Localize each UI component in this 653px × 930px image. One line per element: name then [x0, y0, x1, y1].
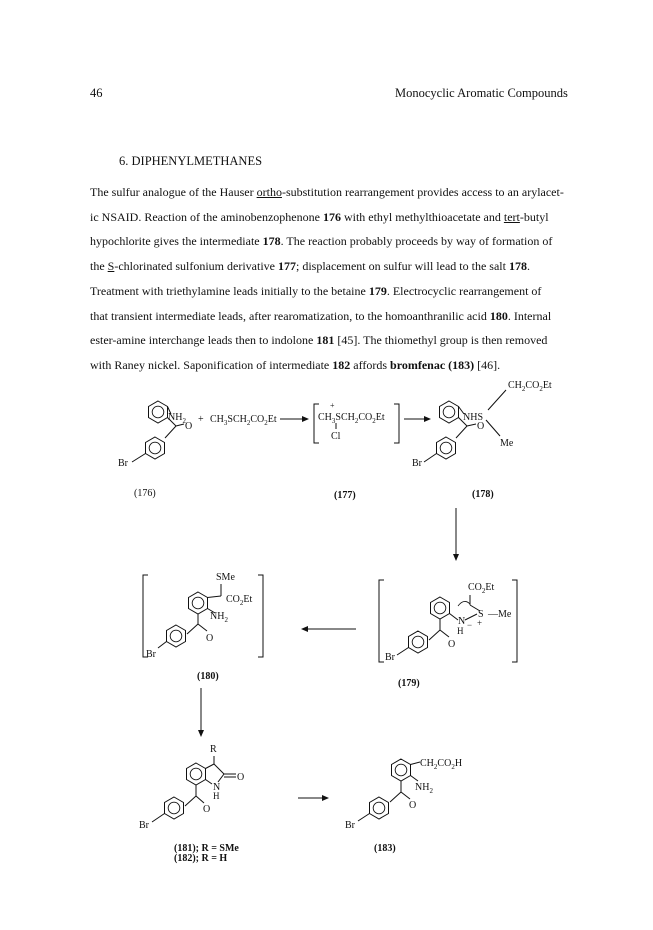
paragraph-line: The sulfur analogue of the Hauser ortho-substitution rearrangement provides access to an arylacet- — [90, 185, 564, 199]
sulfur-label: S — [478, 609, 484, 620]
paragraph-line: that transient intermediate leads, after rearomatization, to the homoanthranilic acid 180. Internal — [90, 308, 552, 323]
compound-183 — [345, 758, 462, 831]
paragraph-line: Treatment with triethylamine leads initially to the betaine 179. Electrocyclic rearrangement of — [90, 283, 542, 298]
paragraph-line: hypochlorite gives the intermediate 178. The reaction probably proceeds by way of formation of — [90, 234, 553, 249]
carbonyl-oxygen: O — [448, 639, 456, 650]
plus-sign: + — [198, 414, 204, 425]
paragraph-line: ester-amine interchange leads then to indolone 181 [45]. The thiomethyl group is then removed — [90, 333, 548, 348]
svg-text:+: + — [477, 618, 483, 628]
r-substituent-label: R — [210, 744, 217, 755]
sme-label: SMe — [216, 572, 235, 583]
bromine-label: Br — [146, 649, 156, 660]
nitrogen-label: N — [458, 616, 466, 627]
compound-label-183: (183) — [374, 843, 396, 854]
co2et-label: $CO_2Et$ — [468, 582, 495, 595]
amine-label: $NH_2$ — [415, 782, 433, 795]
carbonyl-oxygen: O — [206, 633, 214, 644]
bromine-label: Br — [412, 458, 422, 469]
carbonyl-oxygen: O — [185, 421, 193, 432]
carbonyl-oxygen: O — [203, 804, 211, 815]
svg-text:Cl: Cl — [331, 431, 341, 442]
compound-label-177: (177) — [334, 490, 356, 501]
nitrogen-label: N — [213, 782, 221, 793]
svg-text:−: − — [467, 620, 473, 630]
bromine-label: Br — [385, 652, 395, 663]
svg-text:+: + — [330, 401, 335, 410]
compound-177 — [314, 401, 399, 443]
compound-label-178: (178) — [472, 489, 494, 500]
ch2co2h-label: $CH_2CO_2H$ — [420, 758, 463, 771]
amine-label: $NH_2$ — [168, 412, 186, 425]
methyl-label: —Me — [488, 609, 512, 620]
methyl-label: Me — [500, 438, 514, 449]
lactam-oxygen: O — [237, 772, 245, 783]
compound-label-180: (180) — [197, 671, 219, 682]
section-title: 6. DIPHENYLMETHANES — [119, 154, 263, 168]
bromine-label: Br — [139, 820, 149, 831]
compound-label-182: (182); R = H — [174, 853, 228, 864]
running-head: Monocyclic Aromatic Compounds — [395, 86, 568, 100]
hydrogen-label: H — [213, 791, 220, 801]
paragraph-line: ic NSAID. Reaction of the aminobenzophenone 176 with ethyl methylthioacetate and tert-butyl — [90, 209, 549, 224]
compound-label-179: (179) — [398, 678, 420, 689]
compound-181-182 — [139, 744, 244, 831]
hydrogen-label: H — [457, 626, 464, 636]
ch2co2et-label: $CH_2CO_2Et$ — [508, 380, 552, 393]
co2et-label: $CO_2Et$ — [226, 594, 253, 607]
compound-179 — [379, 580, 517, 663]
bromine-label: Br — [118, 458, 128, 469]
reagent-ethyl-methylthioacetate: $CH_3SCH_2CO_2Et$ — [210, 414, 277, 427]
carbonyl-oxygen: O — [409, 800, 417, 811]
page-number: 46 — [90, 86, 103, 100]
paragraph-line: with Raney nickel. Saponification of intermediate 182 affords bromfenac (183) [46]. — [90, 357, 501, 372]
bromine-label: Br — [345, 820, 355, 831]
compound-176 — [118, 401, 192, 469]
nhs-label: NHS — [463, 412, 484, 423]
amine-label: $NH_2$ — [210, 611, 228, 624]
compound-label-176: (176) — [134, 488, 156, 499]
paragraph-line: the S-chlorinated sulfonium derivative 177; displacement on sulfur will lead to the salt 178. — [90, 259, 530, 274]
sulfonium-formula: $CH_3SCH_2CO_2Et$ — [318, 412, 385, 425]
compound-178 — [412, 380, 552, 469]
carbonyl-oxygen: O — [477, 421, 485, 432]
compound-180 — [143, 572, 263, 660]
compound-label-181: (181); R = SMe — [174, 843, 239, 854]
